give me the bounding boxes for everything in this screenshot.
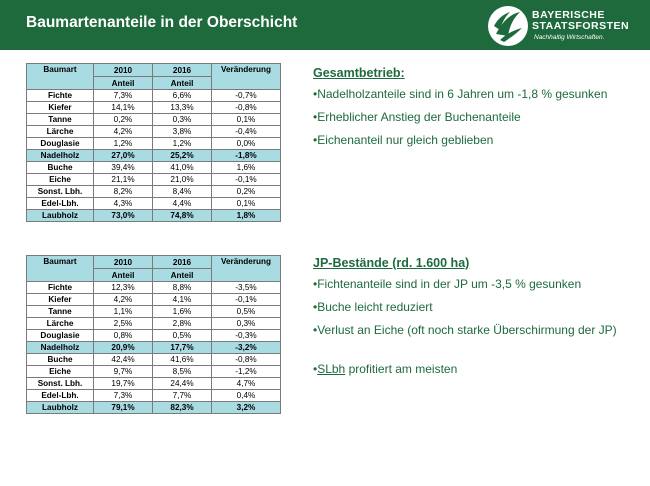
row-label-cell: Nadelholz: [27, 342, 94, 354]
value-cell: 24,4%: [153, 378, 212, 390]
value-cell: 3,8%: [153, 126, 212, 138]
value-cell: 0,8%: [94, 330, 153, 342]
value-cell: 0,1%: [212, 198, 281, 210]
table-row: [27, 354, 281, 366]
table-row: [27, 90, 281, 102]
bullet-item: •SLbh profitiert am meisten: [313, 362, 458, 376]
col-header-veraenderung: Veränderung: [212, 256, 281, 282]
value-cell: 9,7%: [94, 366, 153, 378]
table-row: [27, 366, 281, 378]
value-cell: 4,2%: [94, 294, 153, 306]
col-header-2016: 2016: [153, 256, 212, 269]
bullet-item: •Verlust an Eiche (oft noch starke Überschirmung der JP): [313, 323, 617, 337]
row-label-cell: Laubholz: [27, 402, 94, 414]
row-label-cell: Laubholz: [27, 210, 94, 222]
row-label-cell: Douglasie: [27, 330, 94, 342]
value-cell: 41,6%: [153, 354, 212, 366]
logo-wordmark: BAYERISCHE STAATSFORSTEN: [532, 9, 630, 32]
row-label-cell: Tanne: [27, 114, 94, 126]
table-row: [27, 402, 281, 414]
value-cell: 0,5%: [153, 330, 212, 342]
row-label-cell: Eiche: [27, 366, 94, 378]
value-cell: 3,2%: [212, 402, 281, 414]
col-header-2010: 2010: [94, 256, 153, 269]
value-cell: 73,0%: [94, 210, 153, 222]
value-cell: -0,3%: [212, 330, 281, 342]
row-label-cell: Lärche: [27, 318, 94, 330]
value-cell: 1,1%: [94, 306, 153, 318]
row-label-cell: Buche: [27, 354, 94, 366]
logo-slogan: Nachhaltig Wirtschaften.: [534, 34, 605, 41]
value-cell: -0,8%: [212, 102, 281, 114]
table-row: [27, 294, 281, 306]
value-cell: 1,2%: [94, 138, 153, 150]
value-cell: 27,0%: [94, 150, 153, 162]
row-label-cell: Kiefer: [27, 102, 94, 114]
value-cell: 0,3%: [212, 318, 281, 330]
row-label-cell: Lärche: [27, 126, 94, 138]
row-label-cell: Nadelholz: [27, 150, 94, 162]
table-row: [27, 114, 281, 126]
col-header-2010: 2010: [94, 64, 153, 77]
value-cell: -3,2%: [212, 342, 281, 354]
value-cell: 0,2%: [212, 186, 281, 198]
table-row: [27, 330, 281, 342]
subheader-anteil: Anteil: [94, 77, 153, 90]
value-cell: 7,3%: [94, 90, 153, 102]
subheader-anteil: Anteil: [94, 269, 153, 282]
value-cell: -0,1%: [212, 294, 281, 306]
value-cell: 7,7%: [153, 390, 212, 402]
value-cell: 2,5%: [94, 318, 153, 330]
value-cell: 19,7%: [94, 378, 153, 390]
table-header-row: [27, 256, 281, 269]
value-cell: 1,8%: [212, 210, 281, 222]
value-cell: 0,1%: [212, 114, 281, 126]
value-cell: 39,4%: [94, 162, 153, 174]
row-label-cell: Eiche: [27, 174, 94, 186]
value-cell: 0,2%: [94, 114, 153, 126]
page-title: Baumartenanteile in der Oberschicht: [26, 14, 298, 31]
table-row: [27, 306, 281, 318]
value-cell: -0,8%: [212, 354, 281, 366]
value-cell: 20,9%: [94, 342, 153, 354]
section-title-jp-bestaende: JP-Bestände (rd. 1.600 ha): [313, 256, 470, 270]
value-cell: 13,3%: [153, 102, 212, 114]
col-header-baumart: Baumart: [27, 64, 94, 90]
tree-logo-icon: [486, 4, 530, 48]
table-row: [27, 378, 281, 390]
table-row: [27, 174, 281, 186]
value-cell: -0,7%: [212, 90, 281, 102]
bullet-item: •Nadelholzanteile sind in 6 Jahren um -1,8 % gesunken: [313, 87, 608, 101]
value-cell: -0,1%: [212, 174, 281, 186]
value-cell: 1,2%: [153, 138, 212, 150]
table-header-row: [27, 64, 281, 77]
table-gesamtbetrieb: [26, 63, 281, 222]
bullet-item: •Erheblicher Anstieg der Buchenanteile: [313, 110, 521, 124]
value-cell: 0,5%: [212, 306, 281, 318]
row-label-cell: Fichte: [27, 90, 94, 102]
table-row: [27, 390, 281, 402]
value-cell: 41,0%: [153, 162, 212, 174]
subheader-anteil: Anteil: [153, 77, 212, 90]
value-cell: 0,0%: [212, 138, 281, 150]
value-cell: 8,4%: [153, 186, 212, 198]
table-row: [27, 150, 281, 162]
table-row: [27, 210, 281, 222]
value-cell: 79,1%: [94, 402, 153, 414]
row-label-cell: Tanne: [27, 306, 94, 318]
row-label-cell: Kiefer: [27, 294, 94, 306]
value-cell: 4,3%: [94, 198, 153, 210]
value-cell: 8,5%: [153, 366, 212, 378]
company-logo: [486, 4, 650, 48]
table-row: [27, 126, 281, 138]
value-cell: 4,2%: [94, 126, 153, 138]
section-title-gesamtbetrieb: Gesamtbetrieb:: [313, 66, 405, 80]
value-cell: 21,1%: [94, 174, 153, 186]
table-row: [27, 282, 281, 294]
row-label-cell: Edel-Lbh.: [27, 390, 94, 402]
value-cell: 14,1%: [94, 102, 153, 114]
col-header-2016: 2016: [153, 64, 212, 77]
value-cell: 8,8%: [153, 282, 212, 294]
value-cell: 0,3%: [153, 114, 212, 126]
table-row: [27, 186, 281, 198]
header-bar: [0, 0, 650, 50]
value-cell: 0,4%: [212, 390, 281, 402]
value-cell: 6,6%: [153, 90, 212, 102]
row-label-cell: Buche: [27, 162, 94, 174]
value-cell: 74,8%: [153, 210, 212, 222]
bullet-item: •Eichenanteil nur gleich geblieben: [313, 133, 494, 147]
table-row: [27, 318, 281, 330]
value-cell: -3,5%: [212, 282, 281, 294]
value-cell: 12,3%: [94, 282, 153, 294]
subheader-anteil: Anteil: [153, 269, 212, 282]
value-cell: -0,4%: [212, 126, 281, 138]
value-cell: 17,7%: [153, 342, 212, 354]
row-label-cell: Sonst. Lbh.: [27, 378, 94, 390]
row-label-cell: Edel-Lbh.: [27, 198, 94, 210]
col-header-baumart: Baumart: [27, 256, 94, 282]
value-cell: 21,0%: [153, 174, 212, 186]
bullet-item: •Fichtenanteile sind in der JP um -3,5 % gesunken: [313, 277, 582, 291]
table-row: [27, 102, 281, 114]
value-cell: 82,3%: [153, 402, 212, 414]
row-label-cell: Douglasie: [27, 138, 94, 150]
col-header-veraenderung: Veränderung: [212, 64, 281, 90]
row-label-cell: Fichte: [27, 282, 94, 294]
slbh-link[interactable]: SLbh: [317, 362, 346, 376]
bullet-item: •Buche leicht reduziert: [313, 300, 433, 314]
value-cell: 1,6%: [212, 162, 281, 174]
table-row: [27, 138, 281, 150]
value-cell: 4,4%: [153, 198, 212, 210]
value-cell: -1,8%: [212, 150, 281, 162]
row-label-cell: Sonst. Lbh.: [27, 186, 94, 198]
table-row: [27, 198, 281, 210]
value-cell: 4,7%: [212, 378, 281, 390]
value-cell: 8,2%: [94, 186, 153, 198]
value-cell: 2,8%: [153, 318, 212, 330]
table-row: [27, 342, 281, 354]
value-cell: 7,3%: [94, 390, 153, 402]
value-cell: 1,6%: [153, 306, 212, 318]
table-row: [27, 162, 281, 174]
value-cell: 4,1%: [153, 294, 212, 306]
value-cell: -1,2%: [212, 366, 281, 378]
value-cell: 25,2%: [153, 150, 212, 162]
value-cell: 42,4%: [94, 354, 153, 366]
table-jp-bestaende: [26, 255, 281, 414]
